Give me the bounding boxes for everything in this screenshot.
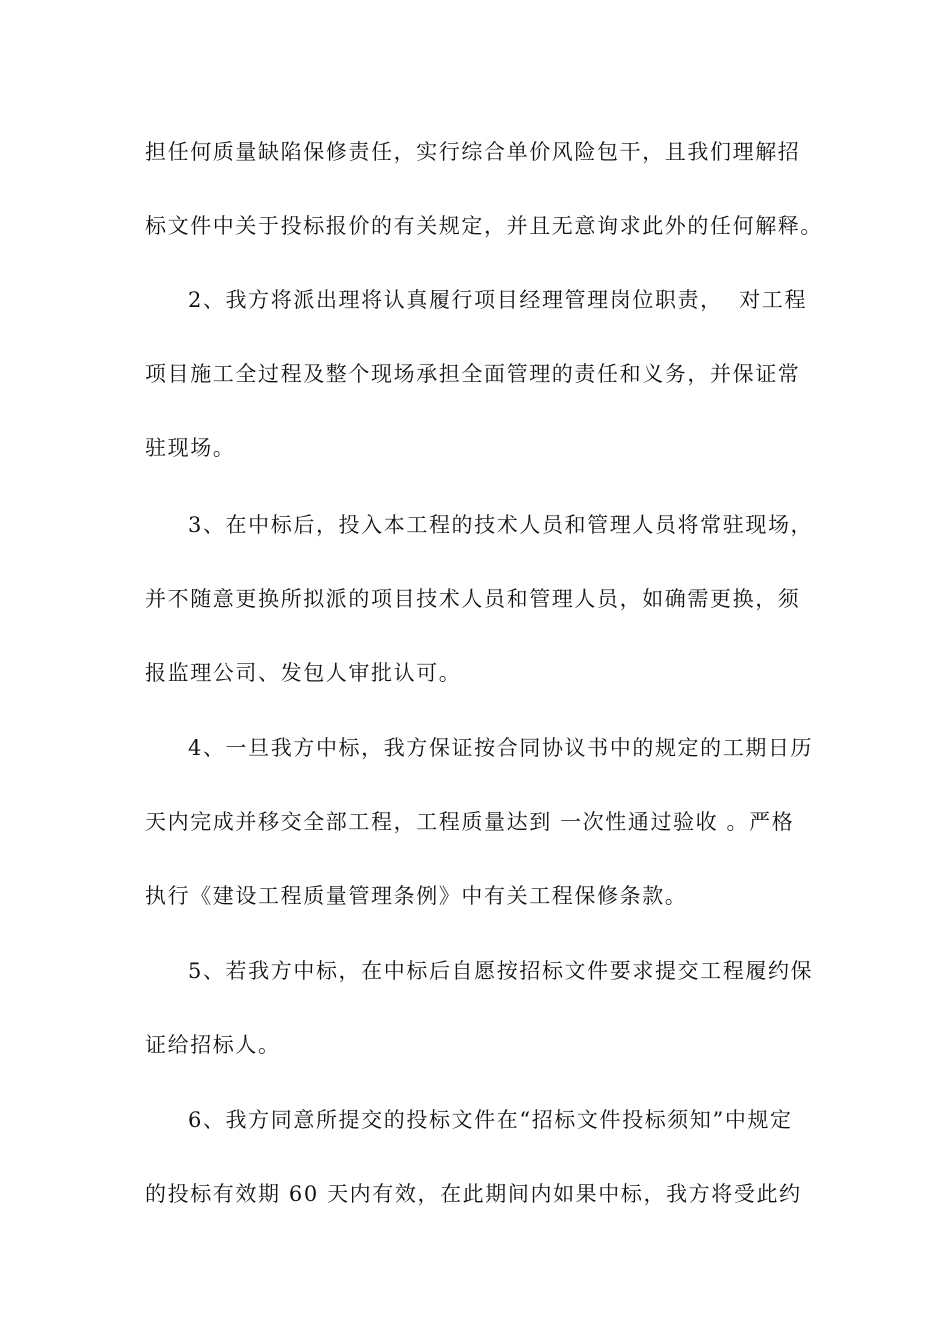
paragraph-4-start: 4、一旦我方中标，我方保证按合同协议书中的规定的工期日历 xyxy=(188,736,814,760)
text-line: 的投标有效期 60 天内有效，在此期间内如果中标，我方将受此约 xyxy=(145,1182,802,1206)
paragraph-2-start: 2、我方将派出理将认真履行项目经理管理岗位职责， 对工程 xyxy=(188,288,808,312)
text-line: 项目施工全过程及整个现场承担全面管理的责任和义务，并保证常 xyxy=(145,362,801,386)
text-line: 担任何质量缺陷保修责任，实行综合单价风险包干，且我们理解招 xyxy=(145,140,801,164)
paragraph-5-start: 5、若我方中标，在中标后自愿按招标文件要求提交工程履约保 xyxy=(188,959,814,983)
text-line: 证给招标人。 xyxy=(145,1033,281,1057)
text-line: 驻现场。 xyxy=(145,436,236,460)
text-line: 报监理公司、发包人审批认可。 xyxy=(145,661,462,685)
paragraph-3-start: 3、在中标后，投入本工程的技术人员和管理人员将常驻现场， xyxy=(188,513,814,537)
paragraph-6-start: 6、我方同意所提交的投标文件在“招标文件投标须知”中规定 xyxy=(188,1108,793,1132)
text-line: 天内完成并移交全部工程，工程质量达到 一次性通过验收 。严格 xyxy=(145,810,795,834)
text-line: 并不随意更换所拟派的项目技术人员和管理人员，如确需更换，须 xyxy=(145,587,801,611)
text-line: 执行《建设工程质量管理条例》中有关工程保修条款。 xyxy=(145,884,688,908)
text-line: 标文件中关于投标报价的有关规定，并且无意询求此外的任何解释。 xyxy=(145,214,823,238)
